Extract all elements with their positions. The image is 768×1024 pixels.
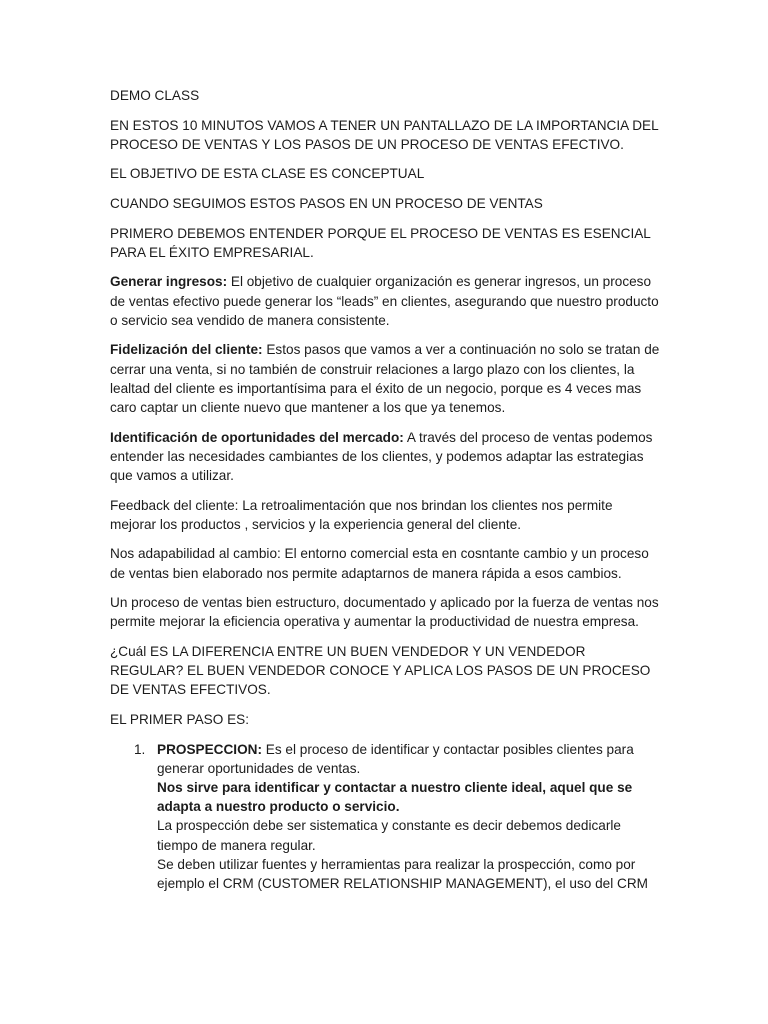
doc-title: DEMO CLASS — [110, 88, 200, 103]
list-item-intro-text: Es el proceso de identificar y contactar posibles clientes para generar oportunidades de ventas. — [157, 741, 634, 776]
list-item-intro — [157, 740, 662, 778]
list-item-title: PROSPECCION: — [157, 741, 262, 757]
list-item-line: Nos sirve para identificar y contactar a nuestro cliente ideal, aquel que se adapta a nuestro producto o servicio. — [157, 779, 633, 815]
document-page — [110, 86, 662, 893]
importance-paragraph: PRIMERO DEBEMOS ENTENDER PORQUE EL PROCESO DE VENTAS ES ESENCIAL PARA EL ÉXITO EMPRESARIAL. — [110, 225, 651, 260]
loyalty-paragraph — [110, 340, 662, 417]
list-item-line: Se deben utilizar fuentes y herramientas para realizar la prospección, como por ejemplo el CRM (CUSTOMER RELATIONSHIP MANAGEMENT), el uso del CRM — [157, 856, 648, 891]
market-text: A través del proceso de ventas podemos entender las necesidades cambiantes de los clientes, y podemos adaptar las estrategias que vamos a utilizar. — [110, 429, 653, 483]
revenue-paragraph — [110, 272, 662, 330]
list-item — [110, 740, 662, 894]
list-item-number: 1. — [134, 741, 146, 757]
steps-paragraph: CUANDO SEGUIMOS ESTOS PASOS EN UN PROCESO DE VENTAS — [110, 195, 543, 211]
market-paragraph — [110, 428, 662, 486]
first-step-paragraph: EL PRIMER PASO ES: — [110, 711, 249, 727]
objective-paragraph: EL OBJETIVO DE ESTA CLASE ES CONCEPTUAL — [110, 166, 425, 182]
revenue-text: El objetivo de cualquier organización es generar ingresos, un proceso de ventas efectivo puede generar los “leads” en clientes, asegurando que nuestro producto o servicio sea vendido de manera consistente. — [110, 274, 659, 328]
efficiency-paragraph: Un proceso de ventas bien estructuro, documentado y aplicado por la fuerza de ventas nos permite mejorar la eficiencia operativa y aumentar la productividad de nuestra empresa. — [110, 595, 659, 630]
loyalty-heading: Fidelización del cliente: — [110, 342, 263, 358]
revenue-heading: Generar ingresos: — [110, 274, 228, 290]
loyalty-text: Estos pasos que vamos a ver a continuación no solo se tratan de cerrar una venta, si no también de construir relaciones a largo plazo con los clientes, la lealtad del cliente es importantísima para el éxito de un negocio, porque es 4 veces mas caro captar un cliente nuevo que mantener a los que ya tenemos. — [110, 342, 660, 415]
feedback-paragraph: Feedback del cliente: La retroalimentación que nos brindan los clientes nos permite mejorar los productos , servicios y la experiencia general del cliente. — [110, 497, 613, 532]
intro-paragraph: EN ESTOS 10 MINUTOS VAMOS A TENER UN PANTALLAZO DE LA IMPORTANCIA DEL PROCESO DE VENTAS Y LOS PASOS DE UN PROCESO DE VENTAS EFECTIVO. — [110, 117, 659, 152]
steps-list — [110, 740, 662, 894]
list-item-line: La prospección debe ser sistematica y constante es decir debemos dedicarle tiempo de manera regular. — [157, 818, 621, 853]
difference-paragraph: ¿Cuál ES LA DIFERENCIA ENTRE UN BUEN VENDEDOR Y UN VENDEDOR REGULAR? EL BUEN VENDEDOR CONOCE Y APLICA LOS PASOS DE UN PROCESO DE VENTAS EFECTIVOS. — [110, 643, 651, 698]
market-heading: Identificación de oportunidades del mercado: — [110, 429, 404, 445]
adaptability-paragraph: Nos adapabilidad al cambio: El entorno comercial esta en cosntante cambio y un proceso de ventas bien elaborado nos permite adaptarnos de manera rápida a esos cambios. — [110, 546, 649, 581]
